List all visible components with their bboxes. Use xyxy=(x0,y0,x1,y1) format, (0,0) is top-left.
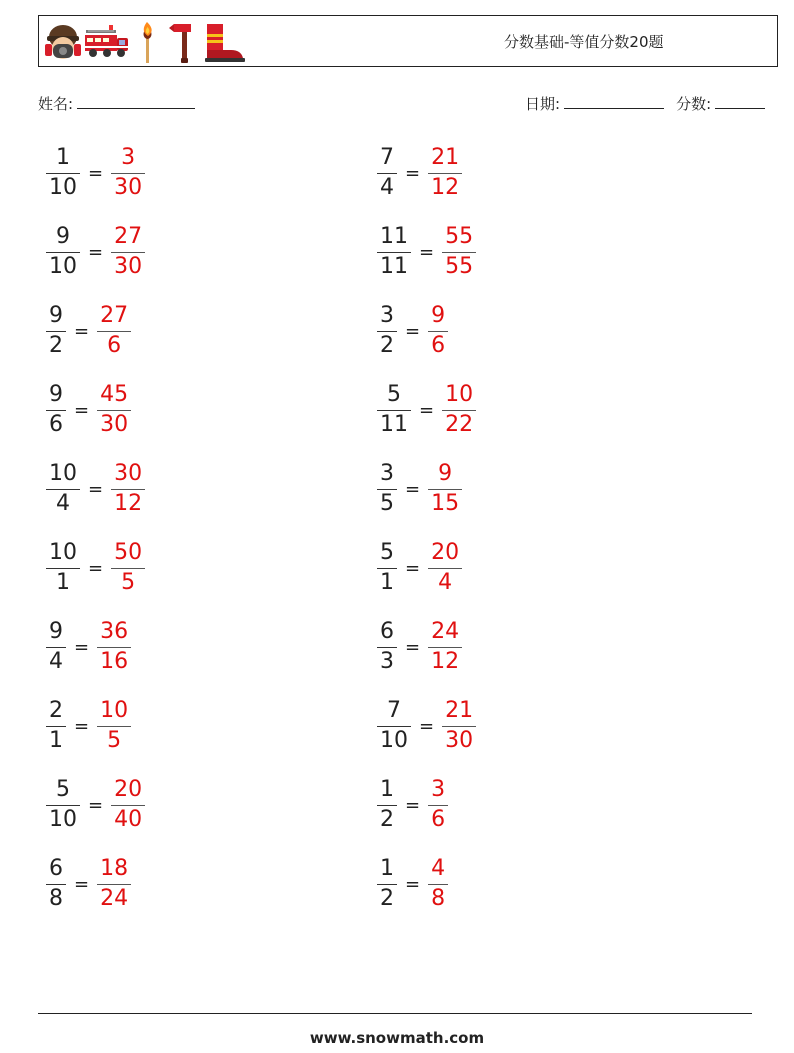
problem-item xyxy=(377,694,476,758)
answer-denominator: 40 xyxy=(114,807,143,832)
answer-numerator: 3 xyxy=(121,145,136,170)
problem-item xyxy=(46,852,131,916)
given-denominator: 2 xyxy=(49,333,63,358)
problem-item xyxy=(46,220,145,284)
problem-item xyxy=(377,773,448,837)
equals-sign: = xyxy=(74,636,90,658)
answer-fraction xyxy=(111,145,145,201)
date-label: 日期: xyxy=(525,95,561,113)
answer-numerator: 27 xyxy=(100,303,129,328)
fraction-bar xyxy=(46,489,80,490)
fraction-bar xyxy=(377,647,397,648)
problem-item xyxy=(377,615,462,679)
answer-denominator: 16 xyxy=(100,649,129,674)
fraction-bar xyxy=(377,884,397,885)
problem-item xyxy=(377,220,476,284)
score-label: 分数: xyxy=(676,95,712,113)
given-numerator: 9 xyxy=(49,382,63,407)
given-denominator: 10 xyxy=(380,728,408,753)
equals-sign: = xyxy=(419,241,435,263)
fraction-bar xyxy=(428,173,462,174)
equals-sign: = xyxy=(405,162,421,184)
given-denominator: 6 xyxy=(49,412,63,437)
given-denominator: 11 xyxy=(380,254,408,279)
given-numerator: 1 xyxy=(380,856,394,881)
answer-fraction xyxy=(428,145,462,201)
answer-denominator: 24 xyxy=(100,886,129,911)
answer-fraction xyxy=(97,382,131,438)
given-fraction xyxy=(46,382,66,438)
given-denominator: 1 xyxy=(380,570,394,595)
answer-denominator: 6 xyxy=(431,807,446,832)
problem-item xyxy=(46,457,145,521)
answer-fraction xyxy=(428,461,462,517)
given-fraction xyxy=(46,224,80,280)
answer-numerator: 24 xyxy=(431,619,460,644)
given-denominator: 2 xyxy=(380,807,394,832)
answer-numerator: 4 xyxy=(431,856,446,881)
equals-sign: = xyxy=(405,557,421,579)
answer-fraction xyxy=(97,619,131,675)
fraction-bar xyxy=(377,568,397,569)
equals-sign: = xyxy=(405,873,421,895)
equals-sign: = xyxy=(88,241,104,263)
given-numerator: 11 xyxy=(380,224,408,249)
footer-divider xyxy=(38,1013,752,1014)
given-denominator: 2 xyxy=(380,333,394,358)
given-numerator: 9 xyxy=(49,303,63,328)
given-fraction xyxy=(377,303,397,359)
footer-url: www.snowmath.com xyxy=(309,1029,485,1047)
answer-fraction xyxy=(97,856,131,912)
answer-fraction xyxy=(428,856,448,912)
fraction-bar xyxy=(377,489,397,490)
answer-numerator: 36 xyxy=(100,619,129,644)
answer-fraction xyxy=(111,540,145,596)
fraction-bar xyxy=(377,726,411,727)
answer-fraction xyxy=(111,777,145,833)
fraction-bar xyxy=(377,173,397,174)
fraction-bar xyxy=(428,884,448,885)
answer-fraction xyxy=(111,224,145,280)
equals-sign: = xyxy=(74,715,90,737)
fraction-bar xyxy=(97,647,131,648)
answer-numerator: 30 xyxy=(114,461,143,486)
fraction-bar xyxy=(46,647,66,648)
equals-sign: = xyxy=(74,873,90,895)
answer-numerator: 27 xyxy=(114,224,143,249)
answer-numerator: 18 xyxy=(100,856,129,881)
problem-item xyxy=(377,299,448,363)
fraction-bar xyxy=(46,410,66,411)
answer-fraction xyxy=(97,698,131,754)
given-denominator: 2 xyxy=(380,886,394,911)
given-numerator: 9 xyxy=(49,619,63,644)
problem-item xyxy=(46,299,131,363)
answer-numerator: 20 xyxy=(114,777,143,802)
given-denominator: 4 xyxy=(56,491,70,516)
equals-sign: = xyxy=(88,162,104,184)
given-numerator: 1 xyxy=(380,777,394,802)
given-fraction xyxy=(46,856,66,912)
given-fraction xyxy=(46,698,66,754)
given-denominator: 8 xyxy=(49,886,63,911)
answer-numerator: 20 xyxy=(431,540,460,565)
fraction-bar xyxy=(111,805,145,806)
answer-numerator: 21 xyxy=(431,145,460,170)
problem-item xyxy=(377,536,462,600)
answer-fraction xyxy=(111,461,145,517)
equals-sign: = xyxy=(88,557,104,579)
equals-sign: = xyxy=(74,320,90,342)
given-fraction xyxy=(46,303,66,359)
fraction-bar xyxy=(442,726,476,727)
given-fraction xyxy=(377,540,397,596)
given-denominator: 1 xyxy=(56,570,70,595)
given-fraction xyxy=(46,777,80,833)
problem-item xyxy=(46,536,145,600)
answer-fraction xyxy=(442,224,476,280)
given-numerator: 5 xyxy=(387,382,401,407)
given-numerator: 1 xyxy=(56,145,70,170)
fraction-bar xyxy=(428,647,462,648)
given-denominator: 10 xyxy=(49,175,77,200)
problem-item xyxy=(46,615,131,679)
answer-denominator: 30 xyxy=(100,412,129,437)
answer-numerator: 45 xyxy=(100,382,129,407)
answer-denominator: 4 xyxy=(438,570,453,595)
fraction-bar xyxy=(377,252,411,253)
fraction-bar xyxy=(428,489,462,490)
answer-denominator: 30 xyxy=(114,175,143,200)
answer-denominator: 12 xyxy=(431,175,460,200)
given-denominator: 3 xyxy=(380,649,394,674)
answer-denominator: 55 xyxy=(445,254,474,279)
answer-numerator: 3 xyxy=(431,777,446,802)
answer-denominator: 15 xyxy=(431,491,460,516)
name-label: 姓名: xyxy=(38,95,74,113)
given-fraction xyxy=(377,698,411,754)
fraction-bar xyxy=(46,331,66,332)
answer-denominator: 8 xyxy=(431,886,446,911)
given-fraction xyxy=(377,382,411,438)
fraction-bar xyxy=(428,805,448,806)
given-numerator: 10 xyxy=(49,540,77,565)
answer-fraction xyxy=(442,382,476,438)
answer-fraction xyxy=(442,698,476,754)
answer-numerator: 9 xyxy=(438,461,453,486)
fraction-bar xyxy=(97,410,131,411)
problem-item xyxy=(46,141,145,205)
equals-sign: = xyxy=(405,636,421,658)
answer-numerator: 21 xyxy=(445,698,474,723)
answer-fraction xyxy=(428,303,448,359)
fraction-bar xyxy=(46,884,66,885)
given-denominator: 10 xyxy=(49,254,77,279)
given-numerator: 7 xyxy=(387,698,401,723)
fraction-bar xyxy=(377,331,397,332)
given-numerator: 5 xyxy=(380,540,394,565)
fraction-bar xyxy=(46,252,80,253)
given-numerator: 9 xyxy=(56,224,70,249)
given-fraction xyxy=(377,461,397,517)
answer-numerator: 55 xyxy=(445,224,474,249)
equals-sign: = xyxy=(419,399,435,421)
given-numerator: 5 xyxy=(56,777,70,802)
fraction-bar xyxy=(46,173,80,174)
answer-fraction xyxy=(428,540,462,596)
fraction-bar xyxy=(97,726,131,727)
problem-item xyxy=(377,457,462,521)
fraction-bar xyxy=(97,331,131,332)
given-fraction xyxy=(46,540,80,596)
fraction-bar xyxy=(111,568,145,569)
fraction-bar xyxy=(111,252,145,253)
worksheet-title: 分数基础-等值分数20题 xyxy=(504,33,664,51)
given-fraction xyxy=(377,619,397,675)
given-denominator: 5 xyxy=(380,491,394,516)
answer-fraction xyxy=(428,777,448,833)
fraction-bar xyxy=(46,726,66,727)
answer-denominator: 30 xyxy=(445,728,474,753)
answer-denominator: 5 xyxy=(107,728,122,753)
fraction-bar xyxy=(377,805,397,806)
answer-fraction xyxy=(428,619,462,675)
fraction-bar xyxy=(46,568,80,569)
fraction-bar xyxy=(97,884,131,885)
given-numerator: 10 xyxy=(49,461,77,486)
equals-sign: = xyxy=(88,478,104,500)
answer-numerator: 10 xyxy=(445,382,474,407)
given-fraction xyxy=(46,145,80,201)
answer-denominator: 12 xyxy=(114,491,143,516)
given-numerator: 7 xyxy=(380,145,394,170)
fraction-bar xyxy=(111,489,145,490)
answer-denominator: 22 xyxy=(445,412,474,437)
fraction-bar xyxy=(428,331,448,332)
answer-denominator: 30 xyxy=(114,254,143,279)
given-numerator: 6 xyxy=(49,856,63,881)
given-denominator: 11 xyxy=(380,412,408,437)
given-fraction xyxy=(377,224,411,280)
fraction-bar xyxy=(111,173,145,174)
given-fraction xyxy=(46,461,80,517)
fraction-bar xyxy=(442,410,476,411)
equals-sign: = xyxy=(405,478,421,500)
answer-numerator: 50 xyxy=(114,540,143,565)
given-denominator: 10 xyxy=(49,807,77,832)
given-fraction xyxy=(377,777,397,833)
fraction-bar xyxy=(46,805,80,806)
given-denominator: 4 xyxy=(49,649,63,674)
equals-sign: = xyxy=(74,399,90,421)
given-fraction xyxy=(377,856,397,912)
given-numerator: 6 xyxy=(380,619,394,644)
given-numerator: 3 xyxy=(380,461,394,486)
given-denominator: 4 xyxy=(380,175,394,200)
given-fraction xyxy=(46,619,66,675)
answer-denominator: 6 xyxy=(431,333,446,358)
answer-denominator: 12 xyxy=(431,649,460,674)
fraction-bar xyxy=(442,252,476,253)
fraction-bar xyxy=(377,410,411,411)
problem-item xyxy=(46,378,131,442)
answer-numerator: 9 xyxy=(431,303,446,328)
equals-sign: = xyxy=(405,794,421,816)
equals-sign: = xyxy=(88,794,104,816)
given-numerator: 2 xyxy=(49,698,63,723)
equals-sign: = xyxy=(405,320,421,342)
answer-fraction xyxy=(97,303,131,359)
answer-denominator: 6 xyxy=(107,333,122,358)
given-denominator: 1 xyxy=(49,728,63,753)
answer-denominator: 5 xyxy=(121,570,136,595)
problem-item xyxy=(46,694,131,758)
problem-item xyxy=(377,378,476,442)
problem-item xyxy=(377,852,448,916)
given-numerator: 3 xyxy=(380,303,394,328)
fraction-bar xyxy=(428,568,462,569)
equals-sign: = xyxy=(419,715,435,737)
answer-numerator: 10 xyxy=(100,698,129,723)
problem-item xyxy=(46,773,145,837)
problem-item xyxy=(377,141,462,205)
given-fraction xyxy=(377,145,397,201)
